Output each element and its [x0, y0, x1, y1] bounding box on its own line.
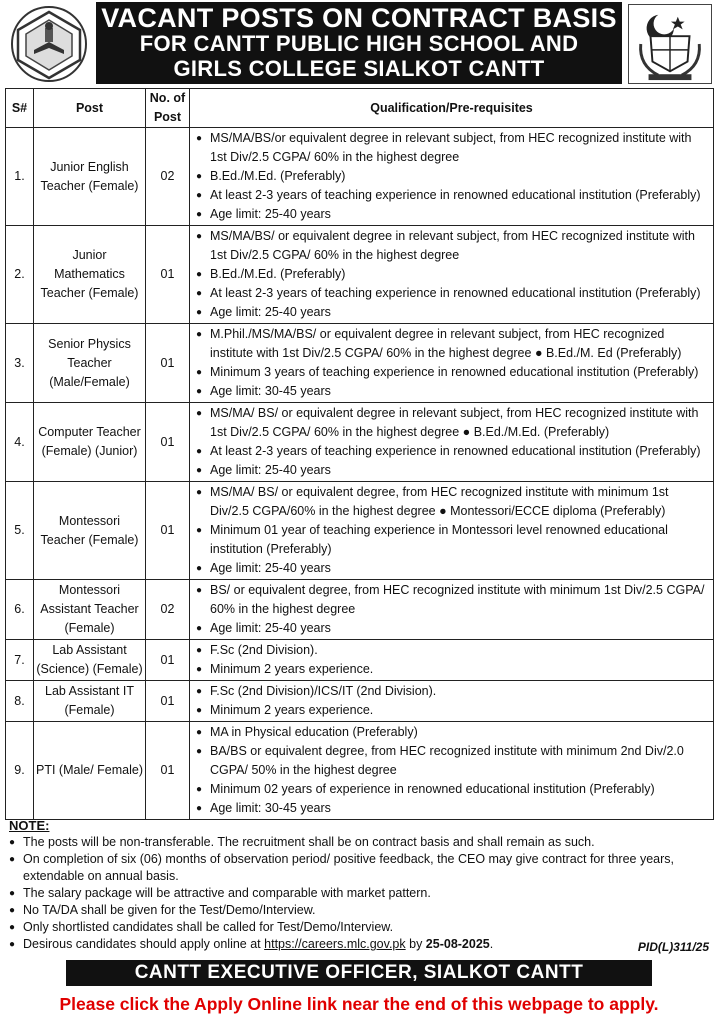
post-name: Lab Assistant IT (Female) [34, 681, 146, 722]
qualification-cell [190, 580, 714, 640]
row-number: 5. [6, 482, 34, 580]
apply-end: . [489, 937, 494, 951]
post-name: PTI (Male/ Female) [34, 722, 146, 820]
qualification-item: ● Minimum 2 years experience. [194, 701, 709, 720]
header-post: Post [34, 89, 146, 128]
table-header-row [6, 89, 714, 128]
header-num: No. of Post [146, 89, 190, 128]
apply-online-banner: Please click the Apply Online link near the end of this webpage to apply. [59, 994, 659, 1014]
qualification-list [194, 325, 709, 401]
qualification-item: ● MS/MA/ BS/ or equivalent degree, from HEC recognized institute with minimum 1st Div/2.5 CGPA/60% in the highest degree ● Montessori/ECCE diploma (Preferably) [194, 483, 709, 521]
post-name: Montessori Assistant Teacher (Female) [34, 580, 146, 640]
qualification-item: ● MS/MA/BS/or equivalent degree in relevant subject, from HEC recognized institute with 1st Div/2.5 CGPA/ 60% in the highest degree [194, 129, 709, 167]
note-item: ● On completion of six (06) months of observation period/ positive feedback, the CEO may give contract for three years, extendable on annual basis. [5, 851, 713, 885]
qualification-list [194, 129, 709, 224]
qualification-cell [190, 681, 714, 722]
table-row [6, 722, 714, 820]
note-title: NOTE: [9, 818, 50, 833]
pid-code: PID(L)311/25 [637, 940, 709, 954]
post-count: 01 [146, 681, 190, 722]
pakistan-emblem-icon [628, 4, 712, 84]
header-qualification: Qualification/Pre-requisites [190, 89, 714, 128]
qualification-item: ● Age limit: 30-45 years [194, 799, 709, 818]
table-row [6, 482, 714, 580]
qualification-cell [190, 722, 714, 820]
row-number: 7. [6, 640, 34, 681]
qualification-item: ● Minimum 01 year of teaching experience in Montessori level renowned educational institution (Preferably) [194, 521, 709, 559]
post-name: Computer Teacher (Female) (Junior) [34, 403, 146, 482]
title-block [96, 2, 622, 84]
qualification-item: ● B.Ed./M.Ed. (Preferably) [194, 265, 709, 284]
table-row [6, 681, 714, 722]
post-count: 01 [146, 324, 190, 403]
title-line-2: FOR CANTT PUBLIC HIGH SCHOOL AND [139, 30, 579, 56]
apply-date: 25-08-2025 [425, 937, 490, 951]
qualification-item: ● MS/MA/BS/ or equivalent degree in relevant subject, from HEC recognized institute with 1st Div/2.5 CGPA/ 60% in the highest degree [194, 227, 709, 265]
note-item: ● No TA/DA shall be given for the Test/Demo/Interview. [5, 902, 713, 919]
post-name: Junior English Teacher (Female) [34, 128, 146, 226]
header-sn: S# [6, 89, 34, 128]
notes-section [5, 818, 713, 953]
qualification-cell [190, 403, 714, 482]
qualification-item: ● At least 2-3 years of teaching experience in renowned educational institution (Preferably) [194, 284, 709, 303]
row-number: 6. [6, 580, 34, 640]
post-name: Senior Physics Teacher (Male/Female) [34, 324, 146, 403]
qualification-list [194, 682, 709, 720]
table-row [6, 580, 714, 640]
row-number: 3. [6, 324, 34, 403]
post-name: Junior Mathematics Teacher (Female) [34, 226, 146, 324]
qualification-item: ● F.Sc (2nd Division)/ICS/IT (2nd Division). [194, 682, 709, 701]
qualification-list [194, 723, 709, 818]
table-row [6, 324, 714, 403]
qualification-item: ● MA in Physical education (Preferably) [194, 723, 709, 742]
qualification-item: ● Age limit: 25-40 years [194, 619, 709, 638]
qualification-list [194, 581, 709, 638]
table-row [6, 226, 714, 324]
post-count: 01 [146, 226, 190, 324]
qualification-list [194, 483, 709, 578]
apply-note [5, 936, 713, 953]
qualification-cell [190, 226, 714, 324]
qualification-item: ● Age limit: 25-40 years [194, 559, 709, 578]
qualification-item: ● Age limit: 25-40 years [194, 303, 709, 322]
qualification-item: ● MS/MA/ BS/ or equivalent degree in relevant subject, from HEC recognized institute with 1st Div/2.5 CGPA/ 60% in the highest degree ● B.Ed./M.Ed. (Preferably) [194, 404, 709, 442]
row-number: 9. [6, 722, 34, 820]
note-list [5, 834, 713, 936]
footer-band: CANTT EXECUTIVE OFFICER, SIALKOT CANTT [66, 960, 652, 986]
note-item: ● The salary package will be attractive and comparable with market pattern. [5, 885, 713, 902]
table-row [6, 640, 714, 681]
title-line-3: GIRLS COLLEGE SIALKOT CANTT [173, 55, 545, 81]
qualification-item: ● BA/BS or equivalent degree, from HEC recognized institute with minimum 2nd Div/2.0 CGPA/ 50% in the highest degree [194, 742, 709, 780]
qualification-item: ● F.Sc (2nd Division). [194, 641, 709, 660]
post-name: Lab Assistant (Science) (Female) [34, 640, 146, 681]
row-number: 4. [6, 403, 34, 482]
qualification-item: ● Age limit: 25-40 years [194, 205, 709, 224]
header [0, 0, 718, 88]
note-item: ● The posts will be non-transferable. The recruitment shall be on contract basis and shall remain as such. [5, 834, 713, 851]
school-crest-icon [6, 4, 92, 84]
qualification-cell [190, 128, 714, 226]
apply-prefix: Desirous candidates should apply online at [23, 937, 265, 951]
title-line-1: VACANT POSTS ON CONTRACT BASIS [101, 2, 617, 33]
row-number: 8. [6, 681, 34, 722]
qualification-item: ● At least 2-3 years of teaching experience in renowned educational institution (Preferably) [194, 442, 709, 461]
qualification-list [194, 227, 709, 322]
post-count: 01 [146, 640, 190, 681]
table-row [6, 128, 714, 226]
post-count: 01 [146, 482, 190, 580]
row-number: 1. [6, 128, 34, 226]
qualification-item: ● Minimum 02 years of experience in renowned educational institution (Preferably) [194, 780, 709, 799]
qualification-item: ● At least 2-3 years of teaching experience in renowned educational institution (Preferably) [194, 186, 709, 205]
qualification-item: ● Age limit: 30-45 years [194, 382, 709, 401]
post-count: 01 [146, 403, 190, 482]
post-name: Montessori Teacher (Female) [34, 482, 146, 580]
post-count: 02 [146, 580, 190, 640]
table-row [6, 403, 714, 482]
apply-by: by [405, 937, 426, 951]
qualification-list [194, 404, 709, 480]
qualification-cell [190, 640, 714, 681]
post-count: 02 [146, 128, 190, 226]
qualification-list [194, 641, 709, 679]
post-count: 01 [146, 722, 190, 820]
qualification-item: ● B.Ed./M.Ed. (Preferably) [194, 167, 709, 186]
qualification-item: ● Minimum 3 years of teaching experience in renowned educational institution (Preferably) [194, 363, 709, 382]
qualification-item: ● Minimum 2 years experience. [194, 660, 709, 679]
note-item: ● Only shortlisted candidates shall be called for Test/Demo/Interview. [5, 919, 713, 936]
qualification-cell [190, 482, 714, 580]
row-number: 2. [6, 226, 34, 324]
qualification-item: ● BS/ or equivalent degree, from HEC recognized institute with minimum 1st Div/2.5 CGPA/ 60% in the highest degree [194, 581, 709, 619]
apply-link[interactable]: https://careers.mlc.gov.pk [264, 937, 406, 951]
posts-table [5, 88, 714, 820]
qualification-cell [190, 324, 714, 403]
qualification-item: ● M.Phil./MS/MA/BS/ or equivalent degree in relevant subject, from HEC recognized institute with 1st Div/2.5 CGPA/ 60% in the highest degree ● B.Ed./M. Ed (Preferably) [194, 325, 709, 363]
qualification-item: ● Age limit: 25-40 years [194, 461, 709, 480]
